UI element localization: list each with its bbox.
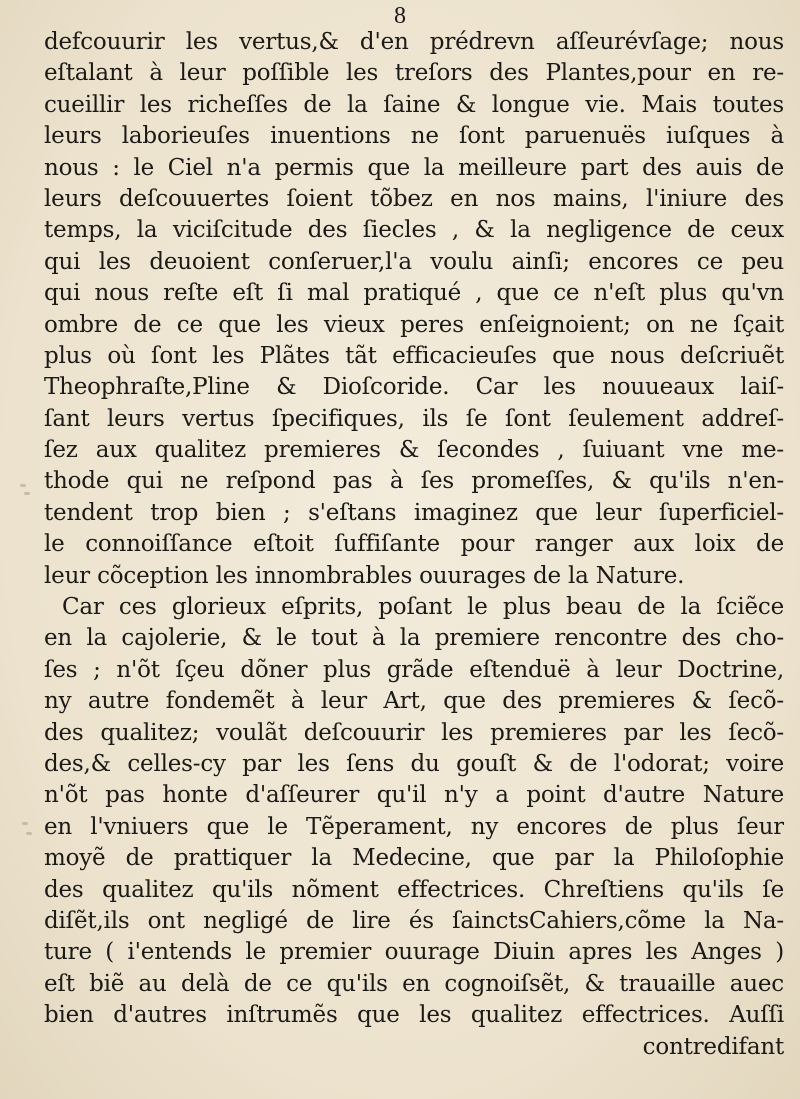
ink-speck <box>22 822 28 825</box>
text-line: Theophraſte,Pline & Dioſcoride. Car les nouueaux laiſ- <box>44 374 784 401</box>
body-text <box>44 27 784 1063</box>
text-line: en la cajolerie, & le tout à la premiere rencontre des cho- <box>44 625 784 652</box>
text-line: ſant leurs vertus ſpecifiques, ils ſe ſont ſeulement addreſ- <box>44 405 784 432</box>
text-line: leurs deſcouuertes ſoient tõbez en nos mains, l'iniure des <box>44 185 784 212</box>
text-line: ombre de ce que les vieux peres enſeignoient; on ne ſçait <box>44 311 784 338</box>
text-line: moyẽ de prattiquer la Medecine, que par la Philoſophie <box>44 845 784 872</box>
text-line: defcouurir les vertus,& d'en prédrevn aſſeurévſage; nous <box>44 29 784 55</box>
text-line: ture ( i'entends le premier ouurage Diuin apres les Anges ) <box>44 939 784 966</box>
text-line: qui nous reſte eſt ſi mal pratiqué , que ce n'eſt plus qu'vn <box>44 280 784 307</box>
catchword: contredifant <box>642 1033 784 1060</box>
ink-speck <box>24 492 30 495</box>
text-line: des qualitez; voulãt deſcouurir les premieres par les ſecõ- <box>44 719 784 746</box>
text-line: nous : le Ciel n'a permis que la meilleure part des auis de <box>44 154 784 181</box>
text-line: leur cõception les innombrables ouurages de la Nature. <box>44 562 685 589</box>
text-line: Car ces glorieux eſprits, poſant le plus beau de la ſciẽce <box>62 594 784 621</box>
ink-speck <box>26 832 32 835</box>
margin-speckles <box>18 470 38 890</box>
text-line: des,& celles-cy par les ſens du gouſt & de l'odorat; voire <box>44 750 784 777</box>
text-line: ſes ; n'õt ſçeu dõner plus grãde eſtenduë à leur Doctrine, <box>44 656 784 683</box>
text-line: eſtalant à leur poſſible les treſors des Plantes,pour en re- <box>44 60 784 87</box>
text-line: le connoiſſance eſtoit ſuffiſante pour ranger aux loix de <box>44 531 784 558</box>
text-line: qui les deuoient conſeruer,l'a voulu ainſi; encores ce peu <box>44 248 784 275</box>
text-line: des qualitez qu'ils nõment effectrices. Chreſtiens qu'ils ſe <box>44 876 784 903</box>
text-line: ſez aux qualitez premieres & ſecondes , ſuiuant vne me- <box>44 437 784 464</box>
text-line: diſẽt,ils ont negligé de lire és ſainctsCahiers,cõme la Na- <box>44 907 784 934</box>
text-line: eſt biẽ au delà de ce qu'ils en cognoiſsẽt, & trauaille auec <box>44 970 784 997</box>
text-line: thode qui ne reſpond pas à ſes promeſſes, & qu'ils n'en- <box>44 468 784 495</box>
text-line: bien d'autres inſtrumẽs que les qualitez effectrices. Auſſi <box>44 1002 784 1029</box>
text-line: n'õt pas honte d'aſſeurer qu'il n'y a point d'autre Nature <box>44 782 784 809</box>
text-line: tendent trop bien ; s'eſtans imaginez que leur ſuperficiel- <box>44 499 784 526</box>
text-line: cueillir les richeſſes de la ſaine & longue vie. Mais toutes <box>44 91 784 118</box>
text-line: en l'vniuers que le Tẽperament, ny encores de plus ſeur <box>44 813 784 840</box>
text-line: plus où ſont les Plãtes tãt efficacieuſes que nous deſcriuẽt <box>44 342 784 369</box>
text-line: temps, la viciſcitude des ſiecles , & la negligence de ceux <box>44 217 784 244</box>
text-line: leurs laborieuſes inuentions ne ſont paruenuës iuſques à <box>44 123 784 150</box>
text-line: ny autre fondemẽt à leur Art, que des premieres & ſecõ- <box>44 688 784 715</box>
page-number: 8 <box>394 3 406 29</box>
ink-speck <box>20 484 26 487</box>
